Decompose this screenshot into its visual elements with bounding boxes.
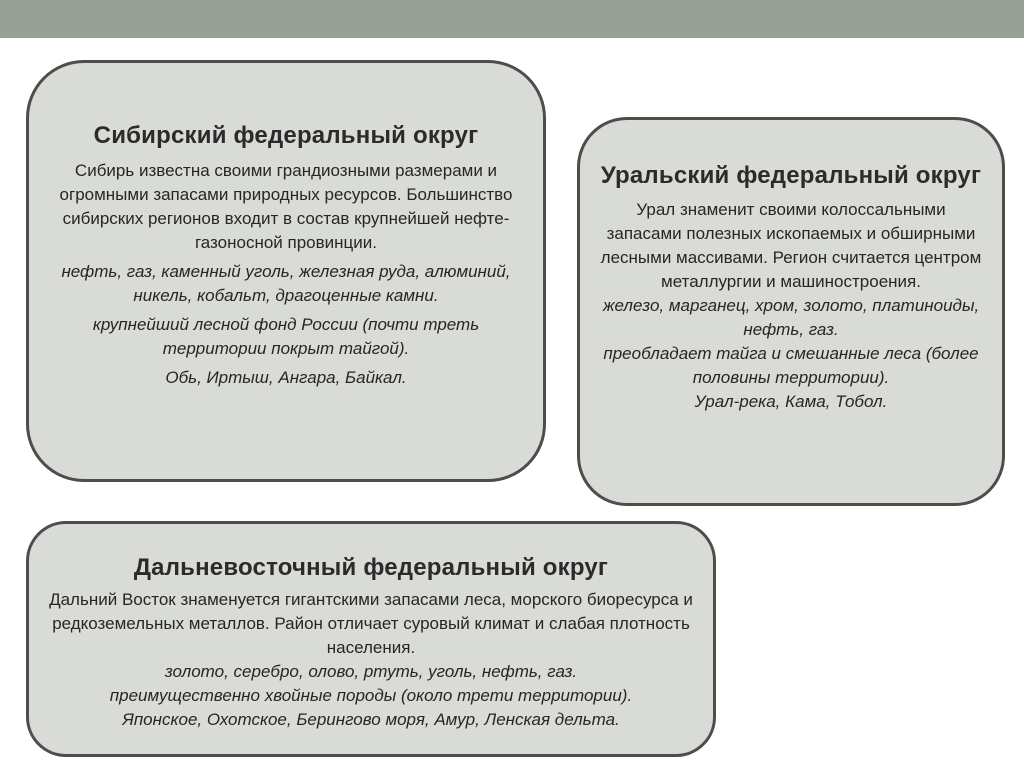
siberia-card (26, 60, 546, 482)
siberia-forest: крупнейший лесной фонд России (почти треть территории покрыт тайгой). (92, 315, 480, 358)
header-bar (0, 0, 1024, 38)
fareast-waters: Японское, Охотское, Берингово моря, Амур, Ленская дельта. (122, 710, 620, 729)
ural-title: Уральский федеральный округ (600, 162, 982, 189)
fareast-resources: золото, серебро, олово, ртуть, уголь, нефть, газ. (164, 662, 578, 681)
ural-description: Урал знаменит своими колоссальными запасами полезных ископаемых и обширными лесными массивами. Регион считается центром металлургии и машиностроения. (600, 200, 982, 291)
siberia-resources: нефть, газ, каменный уголь, железная руда, алюминий, никель, кобальт, драгоценные камни. (61, 262, 511, 305)
ural-resources: железо, марганец, хром, золото, платиноиды, нефть, газ. (602, 296, 980, 339)
ural-forest: преобладает тайга и смешанные леса (более половины территории). (603, 344, 979, 387)
siberia-waters: Обь, Иртыш, Ангара, Байкал. (165, 368, 407, 387)
ural-waters: Урал-река, Кама, Тобол. (694, 392, 888, 411)
fareast-title: Дальневосточный федеральный округ (133, 554, 609, 581)
fareast-description: Дальний Восток знаменуется гигантскими запасами леса, морского биоресурса и редкоземельных металлов. Район отличает суровый климат и слабая плотность населения. (49, 590, 693, 657)
fareast-forest: преимущественно хвойные породы (около трети территории). (109, 686, 633, 705)
siberia-title: Сибирский федеральный округ (93, 122, 479, 149)
siberia-description: Сибирь известна своими грандиозными размерами и огромными запасами природных ресурсов. Большинство сибирских регионов входит в состав крупнейшей нефте-газоносной провинции. (59, 161, 513, 252)
ural-card (577, 117, 1005, 506)
fareast-card (26, 521, 716, 757)
